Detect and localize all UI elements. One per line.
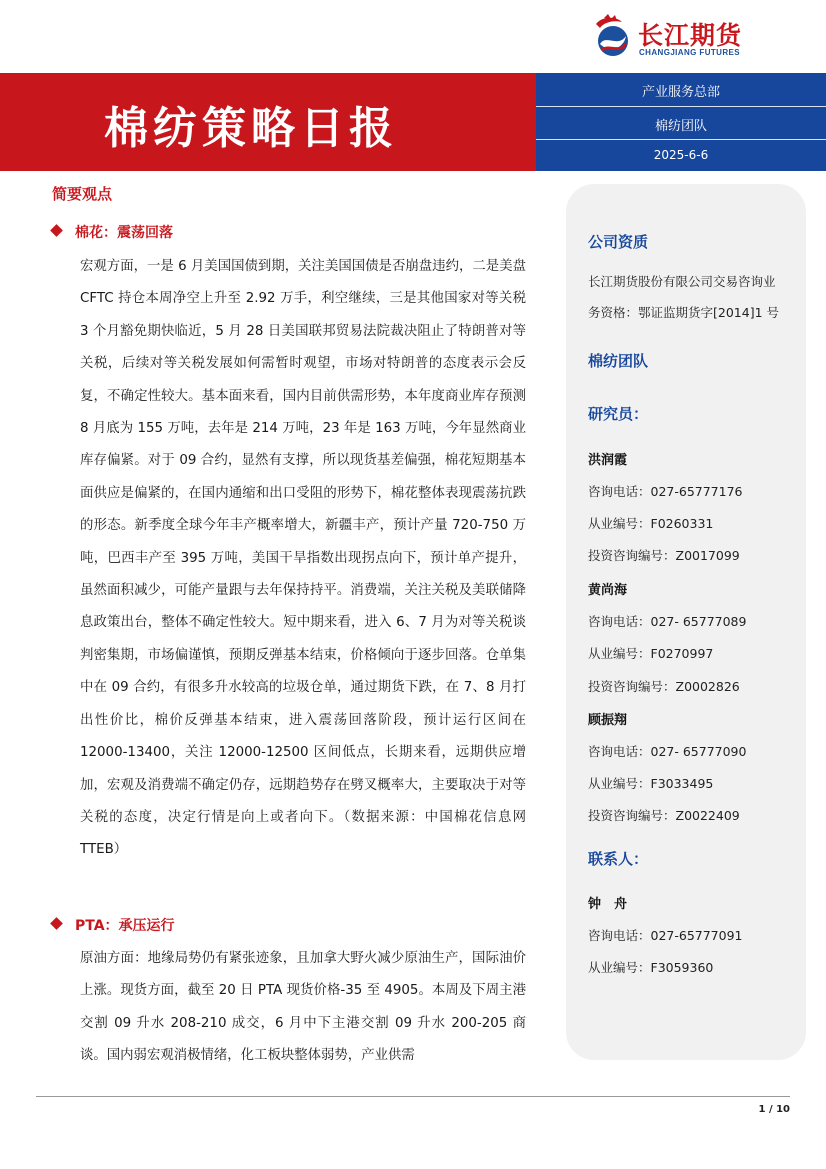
researcher-name: 顾振翔 (588, 713, 628, 728)
researcher-phone: 咨询电话：027- 65777089 (588, 614, 747, 629)
logo-name-en: CHANGJIANG FUTURES (639, 48, 740, 57)
researcher-advisory: 投资咨询编号：Z0002826 (588, 679, 740, 694)
qualification-title: 公司资质 (588, 233, 649, 251)
department-label: 产业服务总部 (641, 85, 720, 100)
contact-title: 联系人： (588, 850, 649, 868)
report-title: 棉纺策略日报 (104, 103, 398, 154)
researcher-advisory: 投资咨询编号：Z0017099 (588, 548, 740, 563)
contact-phone: 咨询电话：027-65777091 (588, 928, 743, 943)
section-title: 简要观点 (52, 185, 113, 203)
cotton-heading-text: 棉花：震荡回落 (75, 225, 173, 241)
researcher-name: 洪润霞 (588, 453, 628, 468)
researcher-phone: 咨询电话：027-65777176 (588, 484, 743, 499)
researcher-advisory: 投资咨询编号：Z0022409 (588, 808, 740, 823)
footer-divider (36, 1096, 790, 1097)
researchers-title: 研究员： (588, 405, 649, 423)
pta-heading-text: PTA：承压运行 (75, 918, 175, 934)
divider (536, 139, 826, 140)
pta-heading (52, 915, 175, 935)
pta-paragraph: 原油方面：地缘局势仍有紧张迹象，且加拿大野火减少原油生产，国际油价上涨。现货方面，截至 20 日 PTA 现货价格-35 至 4905。本周及下周主港交割 09 升水 208-210 成交，6 月中下主港交割 09 升水 200-205 商谈。国内弱宏观消极情绪，化工板块整体弱势，产业供需 (80, 951, 526, 1064)
researcher-license: 从业编号：F3033495 (588, 776, 714, 791)
diamond-bullet-icon (50, 917, 63, 930)
contact-license: 从业编号：F3059360 (588, 960, 714, 975)
researcher-license: 从业编号：F0260331 (588, 516, 714, 531)
report-date: 2025-6-6 (653, 148, 709, 162)
report-info-panel (536, 73, 826, 171)
logo-name-cn: 长江期货 (638, 21, 743, 50)
cotton-paragraph: 宏观方面，一是 6 月美国国债到期，关注美国国债是否崩盘违约，二是美盘 CFTC 持仓本周净空上升至 2.92 万手，利空继续，三是其他国家对等关税 3 个月豁免期快临近，5 月 28 日美国联邦贸易法院裁决阻止了特朗普对等关税，后续对等关税发展如何需暂时观望，市场对特朗普的态度表示会反复，不确定性较大。基本面来看，国内目前供需形势，本年度商业库存预测 8 月底为 155 万吨，去年是 214 万吨，23 年是 163 万吨，今年显然商业库存偏紧。对于 09 合约，显然有支撑，所以现货基差偏强，棉花短期基本面供应是偏紧的，在国内通缩和出口受阻的形势下，棉花整体表现震荡抗跌的形态。新季度全球今年丰产概率增大，新疆丰产，预计产量 720-750 万吨，巴西丰产至 395 万吨，美国干旱指数出现拐点向下，预计单产提升，虽然面积减少，可能产量跟与去年保持持平。消费端，关注关税及美联储降息政策出台，整体不确定性较大。短中期来看，进入 6、7 月为对等关税谈判密集期，市场偏谨慎，预期反弹基本结束，价格倾向于逐步回落。仓单集中在 09 合约，有很多升水较高的垃圾仓单，通过期货下跌，在 7、8 月打出性价比，棉价反弹基本结束，进入震荡回落阶段，预计运行区间在 12000-13400，关注 12000-12500 区间低点，长期来看，远期供应增加，宏观及消费端不确定仍存，远期趋势存在劈叉概率大，主要取决于对等关税的态度，决定行情是向上或者向下。（数据来源：中国棉花信息网 TTEB） (80, 259, 540, 858)
researcher-license: 从业编号：F0270997 (588, 646, 714, 661)
researcher-phone: 咨询电话：027- 65777090 (588, 744, 747, 759)
qualification-text: 长江期货股份有限公司交易咨询业 (588, 274, 776, 289)
page-number: 1 / 10 (758, 1104, 790, 1115)
company-logo (592, 14, 772, 64)
researcher-name: 黄尚海 (588, 583, 628, 598)
contact-name: 钟 舟 (588, 897, 628, 912)
team-label: 棉纺团队 (654, 119, 707, 134)
divider (536, 106, 826, 107)
changjiang-logo-icon (592, 14, 634, 60)
team-title: 棉纺团队 (588, 352, 649, 370)
cotton-heading (52, 222, 173, 242)
diamond-bullet-icon (50, 224, 63, 237)
qualification-text: 务资格：鄂证监期货字[2014]1 号 (588, 305, 779, 320)
